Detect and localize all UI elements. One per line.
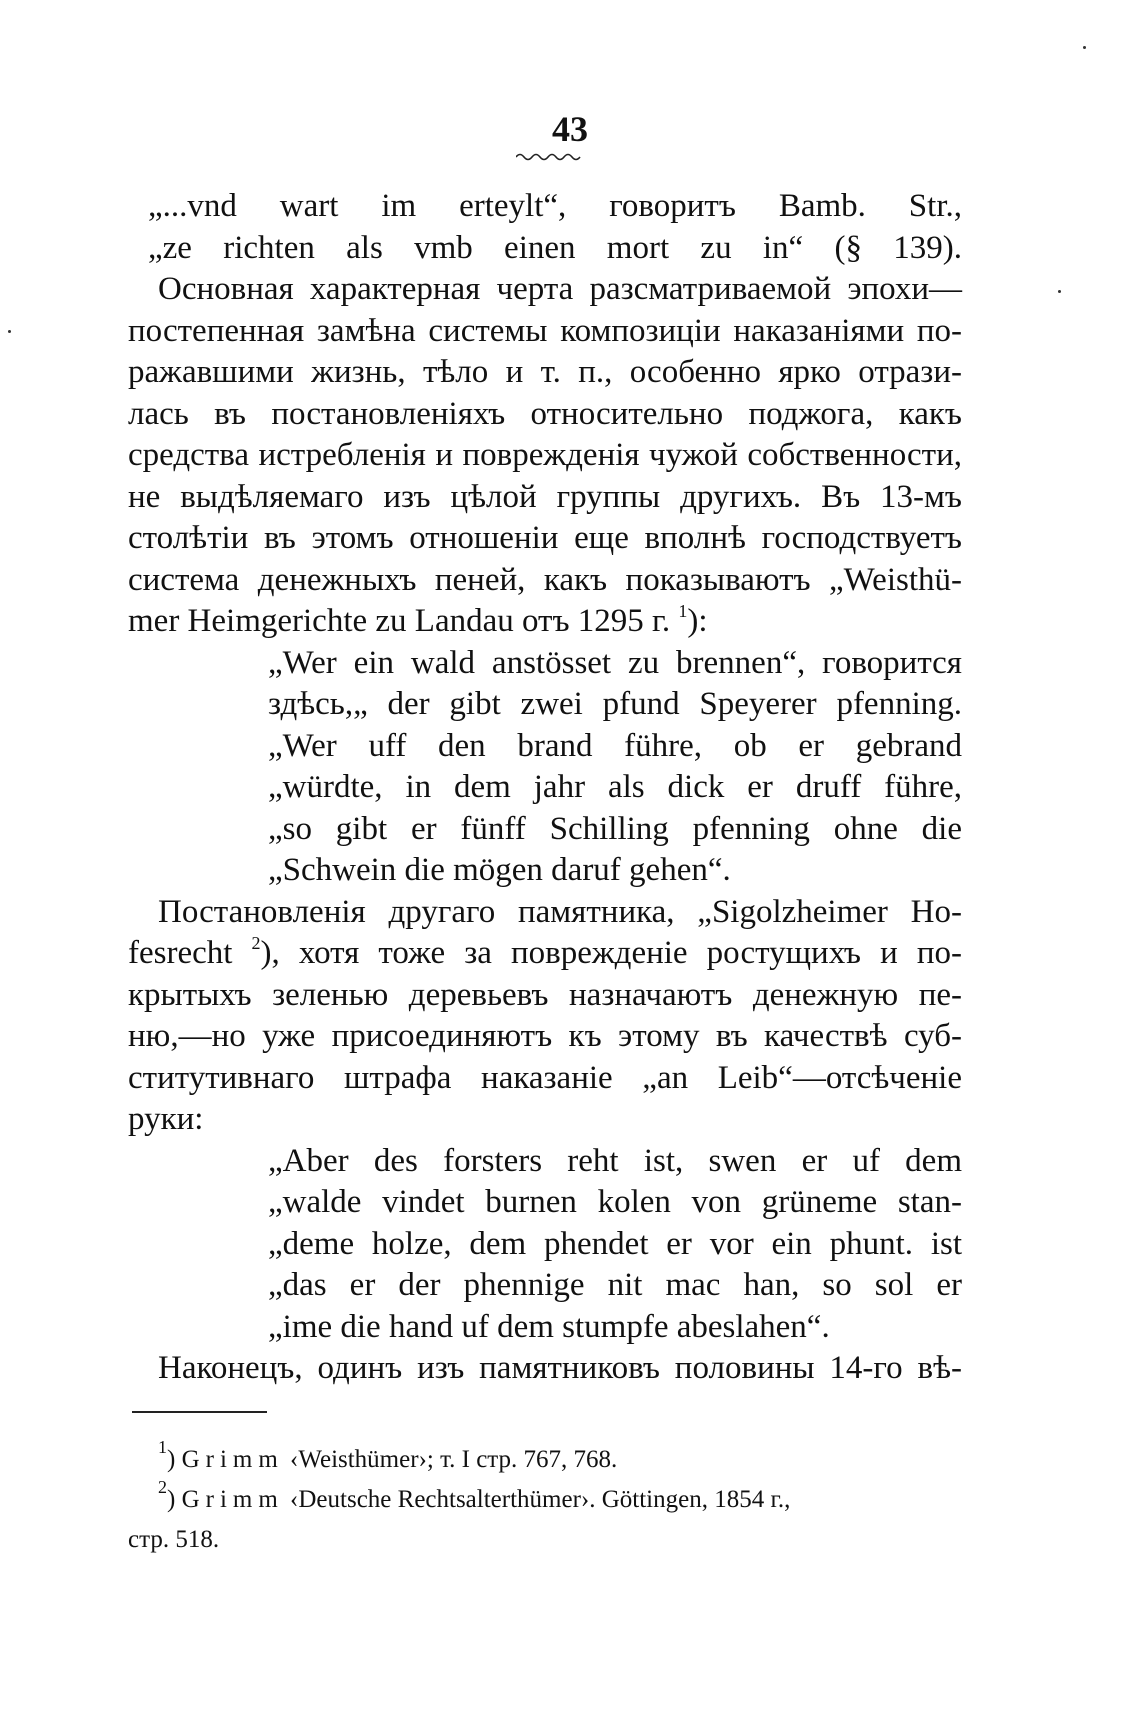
footnote-2-text: ‹Deutsche Rechtsalterthümer›. Göttingen, 1854 г., [290,1486,791,1513]
text-segment: fesrecht [128,935,233,971]
page-number-ornament [516,152,582,162]
body-text [128,186,962,1390]
footnote-ref-1: 1 [678,601,688,621]
quote-line: „Wer ein wald anstösset zu brennen“, говорится [268,644,962,681]
text-line: лась въ постановленіяхъ относительно поджога, какъ [128,395,962,432]
scan-speck [8,330,11,333]
text-line-with-footnote [128,601,962,643]
scan-speck [1058,290,1061,293]
footnote-ref-2: 2 [251,933,261,953]
text-line: mer Heimgerichte zu Landau отъ 1295 г. [128,603,671,639]
quote-line: „deme holze, dem phendet er vor ein phunt. ist [268,1225,962,1262]
footnote-2-continuation: стр. 518. [128,1526,220,1553]
quote-line: „Aber des forsters reht ist, swen er uf dem [268,1142,962,1179]
footnotes [128,1437,962,1560]
page-number: 43 [552,109,588,149]
text-line: „...vnd wart im erteylt“, говоритъ Bamb. Str., [148,188,962,224]
text-line: Постановленія другаго памятника, „Sigolzheimer Ho- [158,893,962,930]
quote-line: здѣсь,„ der gibt zwei pfund Speyerer pfenning. [268,686,962,722]
text-line: руки: [128,1101,204,1137]
footnote-2: $^2$) Grimm ‹Deutsche Rechtsalterthümer›. Göttingen, 1854 г., [158,1477,791,1513]
text-line: не выдѣляемаго изъ цѣлой группы другихъ. Въ 13-мъ [128,478,962,515]
text-line: система денежныхъ пеней, какъ показываютъ „Weisthü- [128,561,962,598]
text-line: средства истребленія и поврежденія чужой собственности, [128,437,962,473]
text-line: Наконецъ, одинъ изъ памятниковъ половины 14-го вѣ- [158,1350,962,1386]
quote-line: „das er der phennige nit mac han, so sol er [268,1267,962,1303]
quote-line: „würdte, in dem jahr als dick er druff führe, [268,769,962,805]
text-line: ститутивнаго штрафа наказаніе „an Leib“—отсѣченіе [128,1059,962,1096]
footnote-divider [132,1411,267,1413]
quote-line: „ime die hand uf dem stumpfe abeslahen“. [268,1308,830,1345]
text-line: столѣтіи въ этомъ отношеніи еще вполнѣ господствуетъ [128,520,962,556]
scan-speck [1083,46,1086,49]
footnote-ref-tail: ): [687,603,708,639]
text-line: крытыхъ зеленью деревьевъ назначаютъ денежную пе- [128,976,962,1013]
quote-line: „Wer uff den brand führe, ob er gebrand [268,727,962,764]
footnote-2-mark: 2 [158,1477,167,1497]
footnote-2-author: Grimm [181,1486,284,1513]
text-line: Основная характерная черта разсматриваемой эпохи— [158,271,962,307]
text-line: постепенная замѣна системы композиціи наказаніями по- [128,312,962,349]
footnote-1-text: ‹Weisthümer›; т. I стр. 767, 768. [290,1446,618,1473]
quote-line: „walde vindet burnen kolen von grüneme stan- [268,1184,962,1220]
text-line: ню,—но уже присоединяютъ къ этому въ качествѣ суб- [128,1018,962,1054]
text-segment: ), хотя тоже за поврежденіе ростущихъ и по- [260,935,962,971]
footnote-1-author: Grimm [181,1446,284,1473]
quote-line: „so gibt er fünff Schilling pfenning ohne die [268,810,962,847]
text-line-with-footnote [128,933,962,975]
footnote-1: $^1$) Grimm ‹Weisthümer›; т. I стр. 767, 768. [158,1437,618,1473]
text-line: ражавшими жизнь, тѣло и т. п., особенно ярко отрази- [128,354,962,390]
text-line: „ze richten als vmb einen mort zu in“ (§ 139). [148,229,962,266]
quote-line: „Schwein die mögen daruf gehen“. [268,852,731,888]
footnote-1-mark: 1 [158,1437,167,1457]
